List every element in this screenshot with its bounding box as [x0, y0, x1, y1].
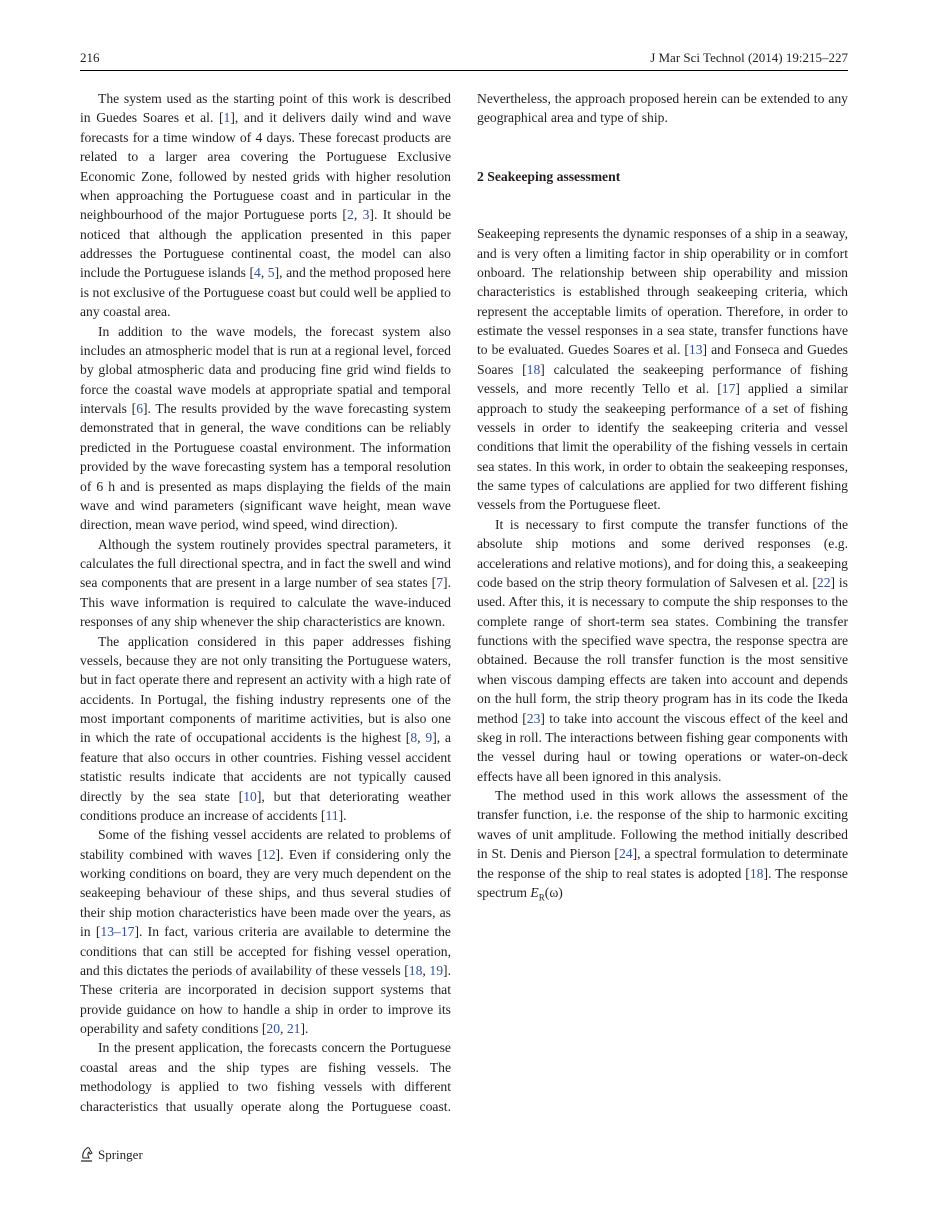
citation-link[interactable]: 18 — [526, 361, 541, 377]
citation-link[interactable]: 13 — [688, 342, 703, 358]
citation-link[interactable]: 21 — [286, 1021, 301, 1036]
header-rule — [80, 70, 848, 71]
citation-link[interactable]: 23 — [526, 710, 541, 726]
citation-link[interactable]: 5 — [267, 265, 275, 281]
citation-link[interactable]: 7 — [436, 575, 444, 591]
citation-link[interactable]: 2 — [346, 207, 354, 223]
section-heading: 2 Seakeeping assessment — [477, 168, 621, 184]
citation-link[interactable]: 9 — [425, 730, 433, 746]
publisher-name: Springer — [98, 1146, 143, 1162]
paragraph: The system used as the starting point of this work is described in Guedes Soares et al. [1], and it delivers daily wind and wave forecasts for a time window of 4 days. These forecast products are related to a larger area covering the Portuguese Exclusive Economic Zone, followed by nested grids with higher resolution when approaching the Portuguese coast and in particular in the neighbourhood of the major Portuguese ports [2, 3]. It should be noticed that although the application presented in this paper addresses the Portuguese continental coast, the model can also include the Portuguese islands [4, 5], and the method proposed here is not exclusive of the Portuguese coast but could well be applied to any coastal area. — [80, 91, 451, 320]
footer — [80, 1146, 143, 1163]
paragraph: In addition to the wave models, the forecast system also includes an atmospheric model that is run at a regional level, forced by global atmospheric data and producing fine grid wind fields to force the coastal wave models at appropriate spatial and temporal intervals [6]. The results provided by the wave forecasting system demonstrated that in general, the wave conditions can be reliably predicted in the Portuguese coastal environment. The information provided by the wave forecasting system has a temporal resolution of 6 h and is presented as maps displaying the fields of the main wave and wind parameters (significant wave height, mean wave direction, mean wave period, wind speed, wind direction). — [80, 323, 451, 533]
paragraph: Although the system routinely provides spectral parameters, it calculates the full directional spectra, and in fact the swell and wind sea components that are present in a large number of sea states [7]. This wave information is required to calculate the wave-induced responses of any ship whenever the ship characteristics are known. — [80, 536, 451, 630]
paragraph: In the present application, the forecasts concern the Portuguese coastal areas and the ship types are fishing vessels. The methodology is applied to two fishing vessels with different characteristics that usually operate along the Portuguese coast. Nevertheless, the approach proposed herein can be extended to any geographical area and type of ship. — [80, 91, 848, 1114]
paragraph: The application considered in this paper addresses fishing vessels, because they are not only transiting the Portuguese waters, but in fact operate there and represent an activity with a high rate of accidents. In Portugal, the fishing industry represents one of the most important components of maritime activities, but is also one in which the rate of occupational accidents is the highest [8, 9], a feature that also occurs in other countries. Fishing vessel accident statistic results indicate that accidents are not typically caused directly by the sea state [10], but that deteriorating weather conditions produce an increase of accidents [11]. — [80, 633, 451, 823]
citation-link[interactable]: 18 — [749, 865, 764, 881]
citation-link[interactable]: 8 — [410, 730, 418, 746]
math-expression: $E_R(\omega)$ — [530, 884, 563, 903]
citation-link[interactable]: 1 — [223, 110, 231, 126]
paragraph: Seakeeping represents the dynamic responses of a ship in a seaway, and is very often a limiting factor in ship operability or in comfort onboard. The relationship between ship operability and mission characteristics is established through seakeeping criteria, which represent the acceptable limits of operation. Therefore, in order to estimate the vessel responses in a sea state, transfer functions have to be evaluated. Guedes Soares et al. [13] and Fonseca and Guedes Soares [18] calculated the seakeeping performance of fishing vessels, and more recently Tello et al. [17] applied a similar approach to study the seakeeping performance of a set of fishing vessels in order to identify the seakeeping criteria and vessel conditions that limit the operability of the fishing vessels in certain sea states. In this work, in order to obtain the seakeeping responses, the same types of calculations are applied for two different fishing vessels from the Portuguese fleet. — [477, 226, 848, 513]
citation-link[interactable]: 3 — [362, 207, 370, 223]
citation-link[interactable]: 19 — [429, 962, 444, 978]
paragraph: The method used in this work allows the assessment of the transfer function, i.e. the response of the ship to harmonic exciting waves of unit amplitude. Following the method initially described in St. Denis and Pierson [24], a spectral formulation to determinate the response of the ship to real states is adopted [18]. The response spectrum $E_R(\omega)$ — [477, 788, 848, 903]
springer-horse-logo-icon — [80, 1146, 94, 1163]
page-number: 216 — [80, 50, 100, 65]
citation-link[interactable]: 24 — [618, 846, 633, 862]
citation-link[interactable]: 10 — [243, 788, 257, 804]
citation-link[interactable]: 18 — [408, 962, 423, 978]
citation-link[interactable]: 11 — [325, 807, 339, 823]
paragraph: It is necessary to first compute the transfer functions of the absolute ship motions and some derived responses (e.g. accelerations and relative motions), and for doing this, a seakeeping code based on the strip theory formulation of Salvesen et al. [22] is used. After this, it is necessary to compute the ship responses to the complete range of short-term sea states. Combining the transfer functions with the specified wave spectra, the response spectra are obtained. Because the roll transfer function is the most sensitive when viscous damping effects are taken into account and depends on the hull form, the strip theory program has in its code the Ikeda method [23] to take into account the viscous effect of the keel and skeg in roll. The interactions between fishing gear components with the vessel during haul or towing operations or water-on-deck effects have all been ignored in this analysis. — [477, 516, 848, 784]
citation-link[interactable]: 6 — [136, 401, 144, 416]
citation-link[interactable]: 22 — [816, 574, 831, 590]
article-body — [80, 89, 848, 1119]
journal-citation: J Mar Sci Technol (2014) 19:215–227 — [650, 50, 848, 65]
running-header — [80, 50, 848, 66]
citation-link[interactable]: 12 — [261, 846, 276, 862]
citation-link[interactable]: 17 — [721, 381, 736, 397]
citation-link[interactable]: 20 — [266, 1021, 281, 1036]
paragraph: Some of the fishing vessel accidents are related to problems of stability combined with waves [12]. Even if considering only the working conditions on board, they are very much dependent on the seakeeping behaviour of these ships, and thus several studies of their ship motion characteristics have been made over the years, as in [13–17]. In fact, various criteria are available to determine the conditions that can still be accepted for fishing vessel operation, and this dictates the periods of availability of these vessels [18, 19]. These criteria are incorporated in decision support systems that provide guidance on how to handle a ship in order to improve its operability and safety conditions [20, 21]. — [80, 827, 452, 1036]
citation-link[interactable]: 4 — [254, 265, 261, 281]
citation-link[interactable]: 13–17 — [100, 924, 135, 940]
